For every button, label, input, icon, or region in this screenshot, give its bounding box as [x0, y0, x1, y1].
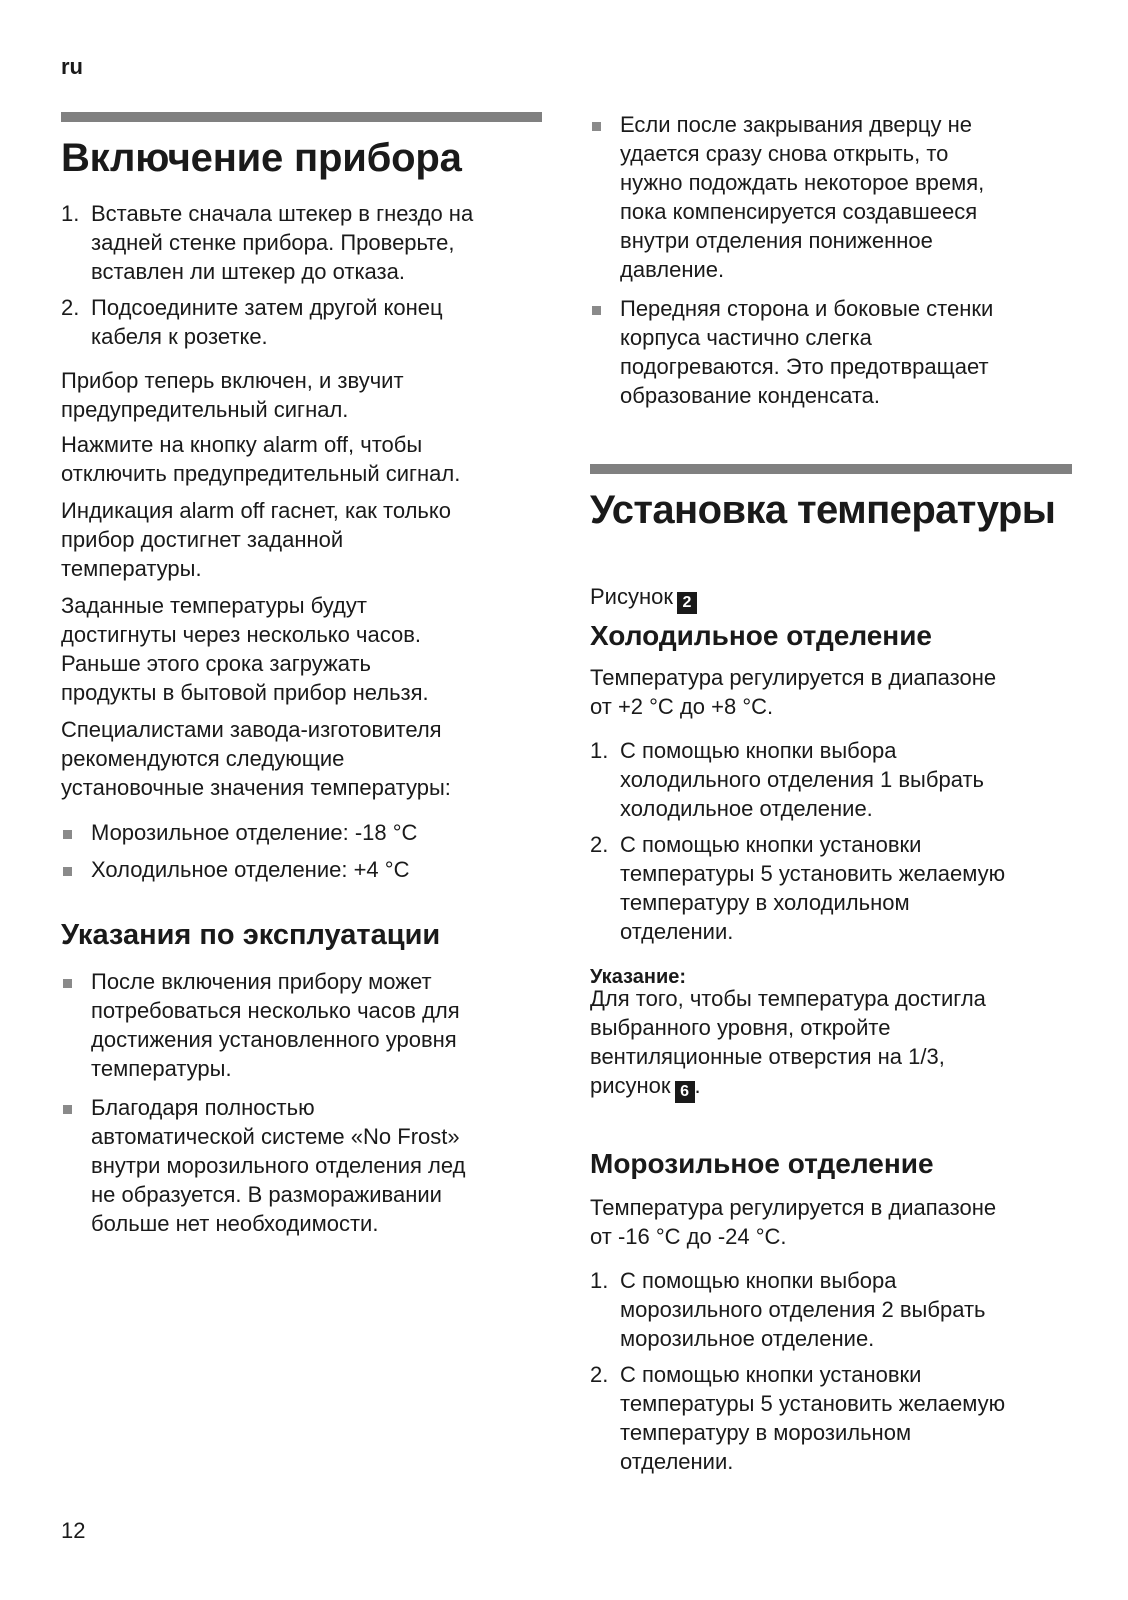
figure-reference — [590, 553, 697, 614]
step-text: С помощью кнопки выбора холодильного отделения 1 выбрать холодильное отделение. — [620, 738, 984, 821]
list-item — [61, 967, 541, 1083]
section-title-temperature: Установка температуры — [590, 488, 1056, 532]
step-text: Вставьте сначала штекер в гнездо на задней стенке прибора. Проверьте, вставлен ли штекер до отказа. — [91, 201, 474, 284]
subsection-title-freezer: Морозильное отделение — [590, 1148, 934, 1179]
bullet-square-icon — [592, 306, 601, 315]
bullet-square-icon — [63, 979, 72, 988]
bullet-text: После включения прибору может потребоваться несколько часов для достижения установленного уровня температуры. — [91, 969, 460, 1081]
bullet-text: Морозильное отделение: -18 °C — [91, 820, 418, 845]
list-item — [61, 199, 541, 286]
bullet-text: Если после закрывания дверцу не удается сразу снова открыть, то нужно подождать некоторое время, пока компенсируется создавшееся внутри отделения пониженное давление. — [620, 112, 985, 282]
step-text: С помощью кнопки установки температуры 5 установить желаемую температуру в морозильном отделении. — [620, 1362, 1006, 1474]
paragraph-signal: Прибор теперь включен, и звучит предупредительный сигнал. — [61, 368, 404, 422]
list-item — [590, 736, 1070, 823]
paragraph-alarm-off: Нажмите на кнопку alarm off, чтобы отключить предупредительный сигнал. — [61, 432, 461, 486]
list-item — [61, 818, 541, 847]
step-text: С помощью кнопки выбора морозильного отделения 2 выбрать морозильное отделение. — [620, 1268, 986, 1351]
language-code: ru — [61, 54, 83, 79]
list-item — [61, 293, 541, 351]
fridge-range: Температура регулируется в диапазоне от +2 °C до +8 °C. — [590, 665, 997, 719]
switch-on-steps — [61, 199, 541, 351]
paragraph-indicator: Индикация alarm off гаснет, как только прибор достигнет заданной температуры. — [61, 498, 452, 581]
paragraph-recommended: Специалистами завода-изготовителя рекомендуются следующие установочные значения температуры: — [61, 717, 451, 800]
usage-bullets — [61, 967, 541, 1238]
note-text: Для того, чтобы температура достигла выбранного уровня, откройте вентиляционные отверстия на 1/3, рисунок — [590, 986, 986, 1098]
list-item — [61, 855, 541, 884]
section-rule — [61, 112, 542, 122]
subsection-title-fridge: Холодильное отделение — [590, 620, 933, 651]
list-item — [590, 110, 1070, 284]
list-item — [590, 1360, 1070, 1476]
step-number: 1. — [590, 738, 609, 763]
list-item — [590, 294, 1070, 410]
bullet-square-icon — [592, 122, 601, 131]
bullet-square-icon — [63, 1105, 72, 1114]
page-number: 12 — [61, 1518, 86, 1543]
figure-label: Рисунок — [590, 584, 673, 609]
step-number: 1. — [61, 201, 80, 226]
step-text: Подсоедините затем другой конец кабеля к розетке. — [91, 295, 443, 349]
note-label: Указание: — [590, 966, 687, 988]
fridge-steps — [590, 736, 1070, 946]
usage-bullets-continued — [590, 110, 1070, 410]
figure-number-badge: 6 — [675, 1081, 695, 1103]
step-number: 1. — [590, 1268, 609, 1293]
list-item — [590, 1266, 1070, 1353]
freezer-range: Температура регулируется в диапазоне от -16 °C до -24 °C. — [590, 1195, 997, 1249]
list-item — [61, 1093, 541, 1238]
recommended-values — [61, 818, 541, 884]
bullet-text: Холодильное отделение: +4 °C — [91, 857, 410, 882]
paragraph-hours: Заданные температуры будут достигнуты через несколько часов. Раньше этого срока загружать продукты в бытовой прибор нельзя. — [61, 593, 429, 705]
step-number: 2. — [61, 295, 80, 320]
list-item — [590, 830, 1070, 946]
fridge-note — [590, 984, 1070, 1103]
bullet-square-icon — [63, 867, 72, 876]
bullet-square-icon — [63, 830, 72, 839]
bullet-text: Благодаря полностью автоматической системе «No Frost» внутри морозильного отделения лед не образуется. В размораживании больше нет необходимости. — [91, 1095, 466, 1236]
step-number: 2. — [590, 1362, 609, 1387]
section-rule — [590, 464, 1072, 474]
section-title-switch-on: Включение прибора — [61, 136, 462, 180]
freezer-steps — [590, 1266, 1070, 1476]
note-end: . — [694, 1073, 701, 1098]
step-text: С помощью кнопки установки температуры 5 установить желаемую температуру в холодильном отделении. — [620, 832, 1006, 944]
subsection-title-usage: Указания по эксплуатации — [61, 919, 441, 951]
figure-number-badge: 2 — [677, 592, 697, 614]
step-number: 2. — [590, 832, 609, 857]
bullet-text: Передняя сторона и боковые стенки корпуса частично слегка подогреваются. Это предотвращает образование конденсата. — [620, 296, 994, 408]
